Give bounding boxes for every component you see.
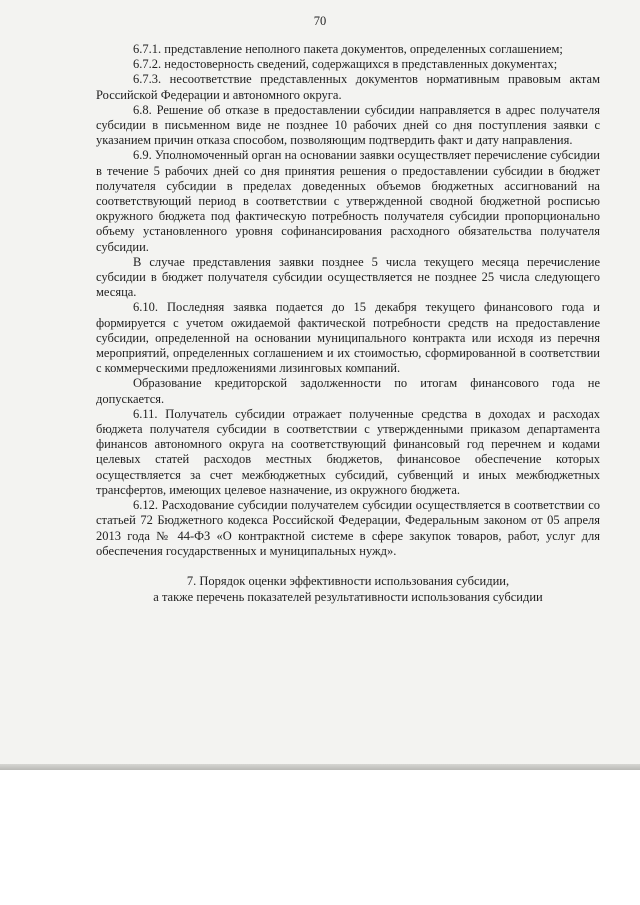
- page-number: 70: [313, 14, 327, 28]
- document-body: [96, 42, 600, 605]
- paragraph-6-8: 6.8. Решение об отказе в предоставлении субсидии направляется в адрес получателя субсидии в письменном виде не позднее 10 рабочих дней со дня поступления заявки с указанием причин отказа способом, позволяющим подтвердить факт и дату направления.: [96, 102, 600, 148]
- paragraph-6-10: 6.10. Последняя заявка подается до 15 декабря текущего финансового года и формируется с учетом ожидаемой фактической потребности средств на предоставление субсидии, определенной на основании муниципального контракта или исходя из перечня мероприятий, определенных соглашением и их стоимостью, сформированной в соответствии с коммерческими предложениями лизинговых компаний.: [96, 300, 600, 376]
- section-heading-line-2: а также перечень показателей результативности использования субсидии: [153, 589, 543, 604]
- paragraph-6-11: 6.11. Получатель субсидии отражает полученные средства в доходах и расходах бюджета получателя субсидии в соответствии с утвержденными приказом департамента финансов автономного округа на соответствующий финансовый год перечнем и кодами целевых статей расходов местных бюджетов, финансовое обеспечение которых осуществляется за счет межбюджетных субсидий, субвенций и иных межбюджетных трансфертов, имеющих целевое назначение, из окружного бюджета.: [96, 406, 600, 497]
- paragraph-6-9-late-request: В случае представления заявки позднее 5 числа текущего месяца перечисление субсидии в бюджет получателя субсидии осуществляется не позднее 25 числа следующего месяца.: [96, 254, 600, 300]
- section-heading-line-1: 7. Порядок оценки эффективности использования субсидии,: [186, 573, 510, 588]
- paragraph-6-7-3: 6.7.3. несоответствие представленных документов нормативным правовым актам Российской Федерации и автономного округа.: [96, 72, 600, 102]
- paragraph-6-7-2: 6.7.2. недостоверность сведений, содержащихся в представленных документах;: [133, 57, 558, 72]
- section-7-heading: [96, 573, 600, 605]
- scan-bottom-edge: [0, 764, 640, 770]
- paragraph-6-9: 6.9. Уполномоченный орган на основании заявки осуществляет перечисление субсидии в течение 5 рабочих дней со дня принятия решения о предоставлении субсидии в бюджет получателя субсидии в пределах доведенных объемов бюджетных ассигнований на соответствующий период в соответствии с утвержденной сводной бюджетной росписью окружного бюджета под фактическую потребность получателя субсидии пропорционально объему установленного уровня софинансирования расходного обязательства получателя субсидии.: [96, 148, 600, 254]
- paragraph-6-7-1: 6.7.1. представление неполного пакета документов, определенных соглашением;: [133, 42, 563, 56]
- paragraph-6-12: 6.12. Расходование субсидии получателем субсидии осуществляется в соответствии со статьей 72 Бюджетного кодекса Российской Федерации, Федеральным законом от 05 апреля 2013 года № 44-ФЗ «О контрактной системе в сфере закупок товаров, работ, услуг для обеспечения государственных и муниципальных нужд».: [96, 498, 600, 558]
- paragraph-6-10-debt: Образование кредиторской задолженности по итогам финансового года не допускается.: [96, 376, 600, 406]
